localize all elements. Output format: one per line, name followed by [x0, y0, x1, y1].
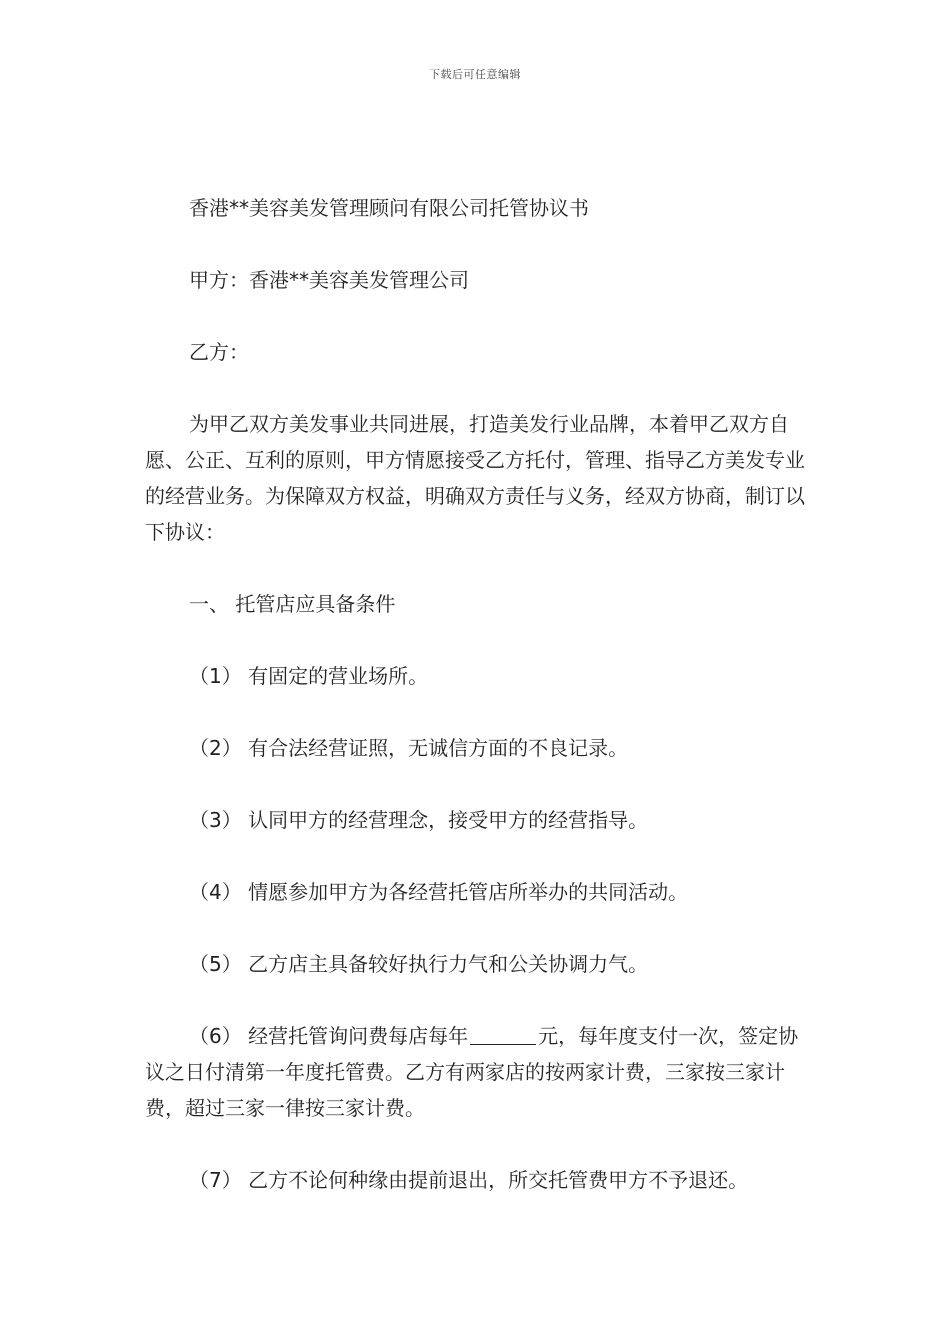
- section-1-heading: 一、 托管店应具备条件: [189, 592, 396, 616]
- party-a-line: 甲方：香港**美容美发管理公司: [189, 268, 469, 292]
- condition-item-2: （2） 有合法经营证照，无诚信方面的不良记录。: [189, 736, 629, 760]
- item-6-rest-text: 元，每年度支付一次，签定协议之日付清第一年度托管费。乙方有两家店的按两家计费，三家按三家计费，超过三家一律按三家计费。: [145, 1024, 799, 1120]
- condition-item-3: （3） 认同甲方的经营理念，接受甲方的经营指导。: [189, 808, 649, 832]
- fee-blank-line: [470, 1024, 536, 1045]
- intro-paragraph: 为甲乙双方美发事业共同进展，打造美发行业品牌，本着甲乙双方自愿、公正、互利的原则，甲方情愿接受乙方托付，管理、指导乙方美发专业的经营业务。为保障双方权益，明确双方责任与义务，经双方协商，制订以下协议：: [145, 412, 805, 544]
- document-body: [145, 190, 815, 1198]
- condition-item-4: （4） 情愿参加甲方为各经营托管店所举办的共同活动。: [189, 880, 689, 904]
- item-6-lead-text: （6） 经营托管询问费每店每年: [189, 1024, 469, 1048]
- condition-item-5: （5） 乙方店主具备较好执行力气和公关协调力气。: [189, 952, 649, 976]
- document-title: 香港**美容美发管理顾问有限公司托管协议书: [189, 196, 589, 220]
- condition-item-7: （7） 乙方不论何种缘由提前退出，所交托管费甲方不予退还。: [189, 1168, 749, 1192]
- condition-item-1: （1） 有固定的营业场所。: [189, 664, 429, 688]
- header-note: 下载后可任意编辑: [429, 68, 521, 81]
- party-b-line: 乙方：: [189, 340, 249, 364]
- condition-item-6: [145, 1018, 815, 1126]
